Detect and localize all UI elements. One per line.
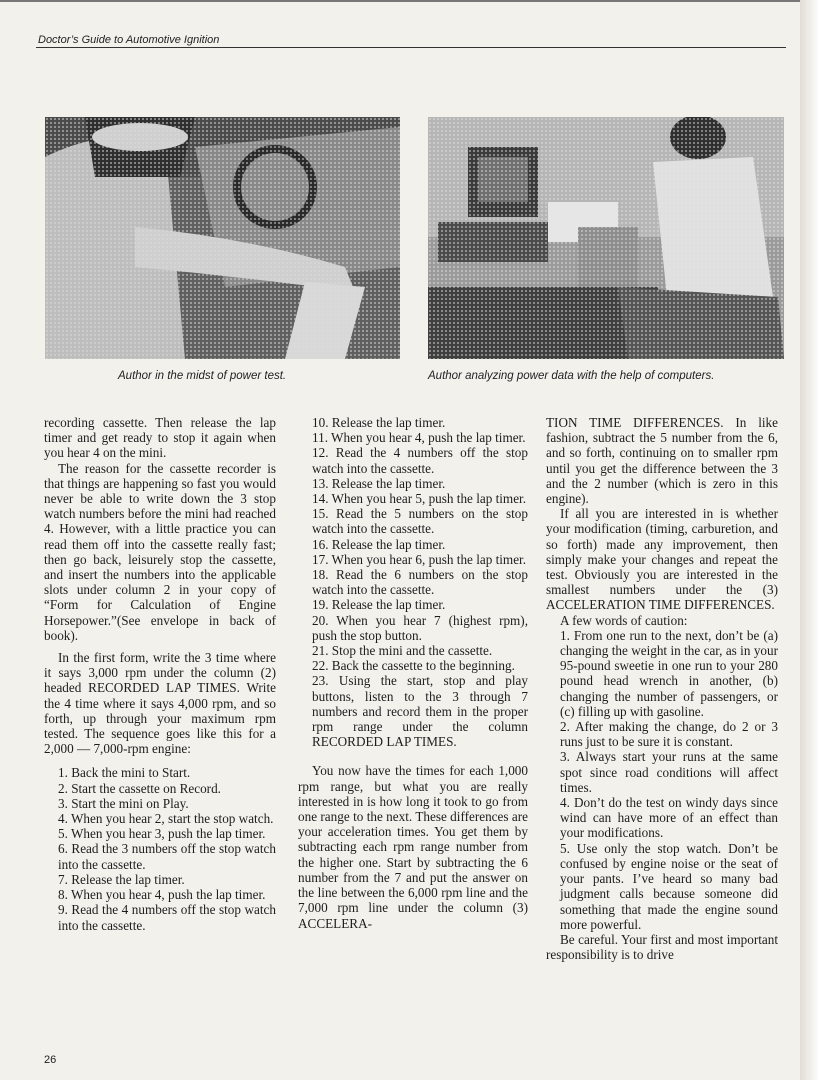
- list-item: 6. Read the 3 numbers off the stop watch into the cassette.: [58, 841, 276, 872]
- list-item: 4. Don’t do the test on windy days since wind can have more of an effect than your modifications.: [560, 795, 778, 841]
- list-item: 2. After making the change, do 2 or 3 runs just to be sure it is constant.: [560, 719, 778, 750]
- list-item: 12. Read the 4 numbers off the stop watch into the cassette.: [312, 445, 528, 476]
- list-item: 23. Using the start, stop and play buttons, listen to the 3 through 7 numbers and record them in the proper rpm range under the column RECORDED LAP TIMES.: [312, 673, 528, 750]
- header-rule: [36, 47, 786, 48]
- list-item: 5. Use only the stop watch. Don’t be confused by engine noise or the seat of your pants. I’ve heard so many bad judgment calls because someone did something that made the engine sound more powerful.: [560, 840, 778, 932]
- page-number: 26: [44, 1054, 57, 1066]
- list-item: 22. Back the cassette to the beginning.: [312, 658, 515, 674]
- list-item: 11. When you hear 4, push the lap timer.: [312, 430, 526, 446]
- col3-paragraph: If all you are interested in is whether your modification (timing, carburetion, and so forth) made any improvement, then simply make your changes and repeat the test. Obviously you are interested in the smallest numbers under the (3) ACCELERATION TIME DIFFERENCES.: [546, 506, 778, 613]
- col3-paragraph: Be careful. Your first and most important responsibility is to drive: [546, 931, 778, 963]
- col2-paragraph: You now have the times for each 1,000 rpm range, but what you are really interested in is how long it took to go from one range to the next. These differences are your acceleration times. You get them by subtracting each rpm range number from the higher one. Start by subtracting the 6 number from the 7 and put the answer on the line between the 6,000 rpm line and the 7,000 rpm line under the column (3) ACCELERA-: [298, 763, 528, 931]
- list-item: 1. From one run to the next, don’t be (a) changing the weight in the car, as in your 95-pound sweetie in one run to your 280 pound head wrench in another, (b) changing the number of passengers, or (c) filling up with gasoline.: [560, 627, 778, 719]
- col1-paragraph: recording cassette. Then release the lap timer and get ready to stop it again when you hear 4 on the mini.: [44, 415, 276, 461]
- list-item: 16. Release the lap timer.: [312, 536, 446, 552]
- col3-paragraph: A few words of caution:: [560, 612, 688, 628]
- running-header: Doctor’s Guide to Automotive Ignition: [38, 34, 220, 46]
- list-item: 10. Release the lap timer.: [312, 415, 446, 430]
- col1-paragraph: The reason for the cassette recorder is that things are happening so fast you would never be able to write down the 3 stop watch numbers before the mini had reached 4. However, with a little practice you can read them off into the cassette really fast; then go back, leisurely stop the cassette, and insert the numbers into the applicable slots under column 2 in your copy of “Form for Calculation of Engine Horsepower.”(See envelope in back of book).: [44, 460, 276, 643]
- list-item: 17. When you hear 6, push the lap timer.: [312, 551, 527, 567]
- list-item: 2. Start the cassette on Record.: [58, 780, 221, 796]
- page-binding-edge: [800, 0, 818, 1080]
- list-item: 3. Start the mini on Play.: [58, 795, 189, 811]
- list-item: 18. Read the 6 numbers on the stop watch into the cassette.: [312, 567, 528, 598]
- list-item: 9. Read the 4 numbers off the stop watch into the cassette.: [58, 902, 276, 933]
- col3-paragraph: TION TIME DIFFERENCES. In like fashion, subtract the 5 number from the 6, and so forth, continuing on to smaller rpm until you get the difference between the 3 and the 2 number (which is zero in this engine).: [546, 415, 778, 507]
- photo-power-test: [45, 117, 400, 359]
- photo-computers-image: [428, 117, 784, 359]
- text-column-2: [298, 415, 528, 931]
- list-item: 21. Stop the mini and the cassette.: [312, 643, 493, 659]
- list-item: 1. Back the mini to Start.: [58, 765, 191, 781]
- photo-computers: [428, 117, 784, 359]
- list-item: 5. When you hear 3, push the lap timer.: [58, 826, 266, 842]
- text-column-3: [546, 415, 778, 962]
- list-item: 8. When you hear 4, push the lap timer.: [58, 887, 266, 903]
- list-item: 13. Release the lap timer.: [312, 475, 446, 491]
- photo-caption-left: Author in the midst of power test.: [118, 370, 287, 382]
- list-item: 3. Always start your runs at the same spot since road conditions will affect times.: [560, 749, 778, 795]
- list-item: 15. Read the 5 numbers on the stop watch into the cassette.: [312, 506, 528, 537]
- photo-power-test-image: [45, 117, 400, 359]
- top-edge-rule: [0, 0, 818, 2]
- col1-paragraph: In the first form, write the 3 time where it says 3,000 rpm under the column (2) headed RECORDED LAP TIMES. Write the 4 time where it says 4,000 rpm, and so forth, up through your maximum rpm tested. The sequence goes like this for a 2,000 — 7,000-rpm engine:: [44, 650, 276, 757]
- text-column-1: [44, 415, 276, 933]
- list-item: 7. Release the lap timer.: [58, 871, 185, 887]
- list-item: 20. When you hear 7 (highest rpm), push the stop button.: [312, 612, 528, 643]
- photo-caption-right: Author analyzing power data with the help of computers.: [428, 370, 715, 382]
- list-item: 14. When you hear 5, push the lap timer.: [312, 491, 527, 507]
- list-item: 19. Release the lap timer.: [312, 597, 446, 613]
- list-item: 4. When you hear 2, start the stop watch.: [58, 811, 274, 827]
